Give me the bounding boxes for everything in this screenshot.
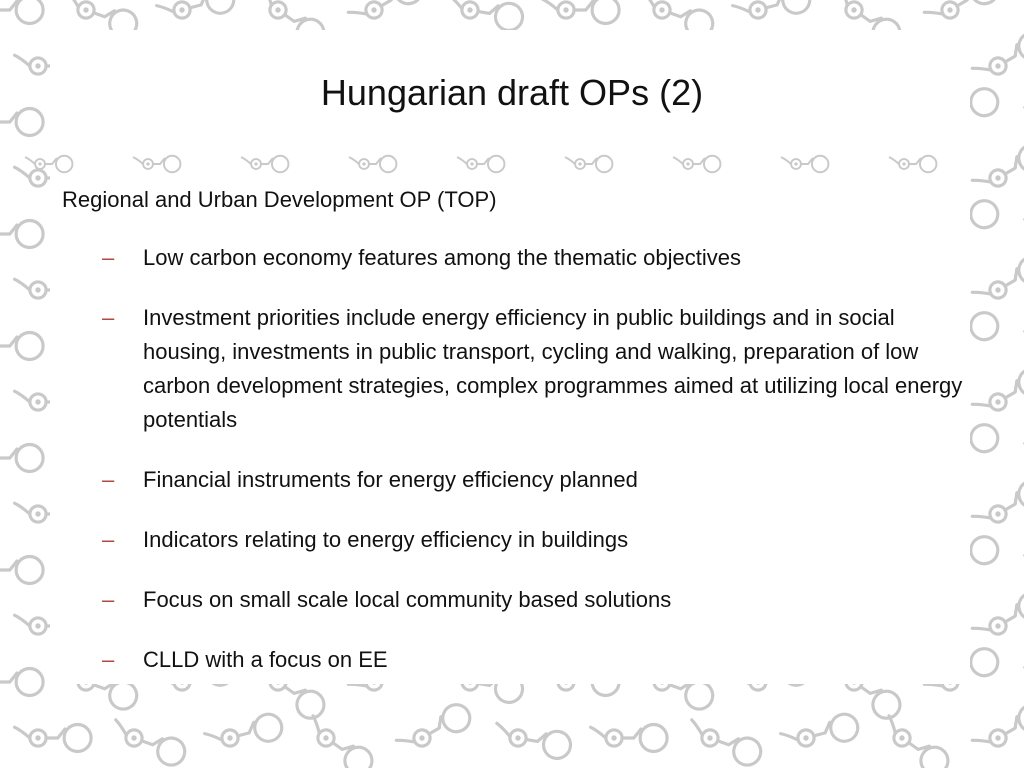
slide-body [62,185,962,703]
bullet-list [62,241,962,677]
list-item-text: Indicators relating to energy efficiency in buildings [143,527,629,552]
list-item-text: Financial instruments for energy efficiency planned [143,467,638,492]
slide-title: Hungarian draft OPs (2) [320,72,704,113]
dash-bullet: – [102,647,115,672]
list-item [62,643,973,677]
dash-bullet: – [102,587,115,612]
list-item [62,583,973,617]
list-item [62,523,973,557]
title-divider-pattern [0,144,1024,184]
list-item-text: Focus on small scale local community based solutions [143,587,672,612]
list-item [62,241,973,275]
dash-bullet: – [102,527,115,552]
dash-bullet: – [102,245,115,270]
list-item [62,301,973,437]
list-item [62,463,973,497]
list-item-text: Investment priorities include energy efficiency in public buildings and in social housing, investments in public transport, cycling and walking, preparation of low carbon development strategies, complex programmes aimed at utilizing local energy potentials [143,305,963,432]
list-item-text: Low carbon economy features among the thematic objectives [143,245,741,270]
section-heading: Regional and Urban Development OP (TOP) [62,187,497,212]
dash-bullet: – [102,467,115,492]
list-item-text: CLLD with a focus on EE [143,647,388,672]
dash-bullet: – [102,305,115,330]
